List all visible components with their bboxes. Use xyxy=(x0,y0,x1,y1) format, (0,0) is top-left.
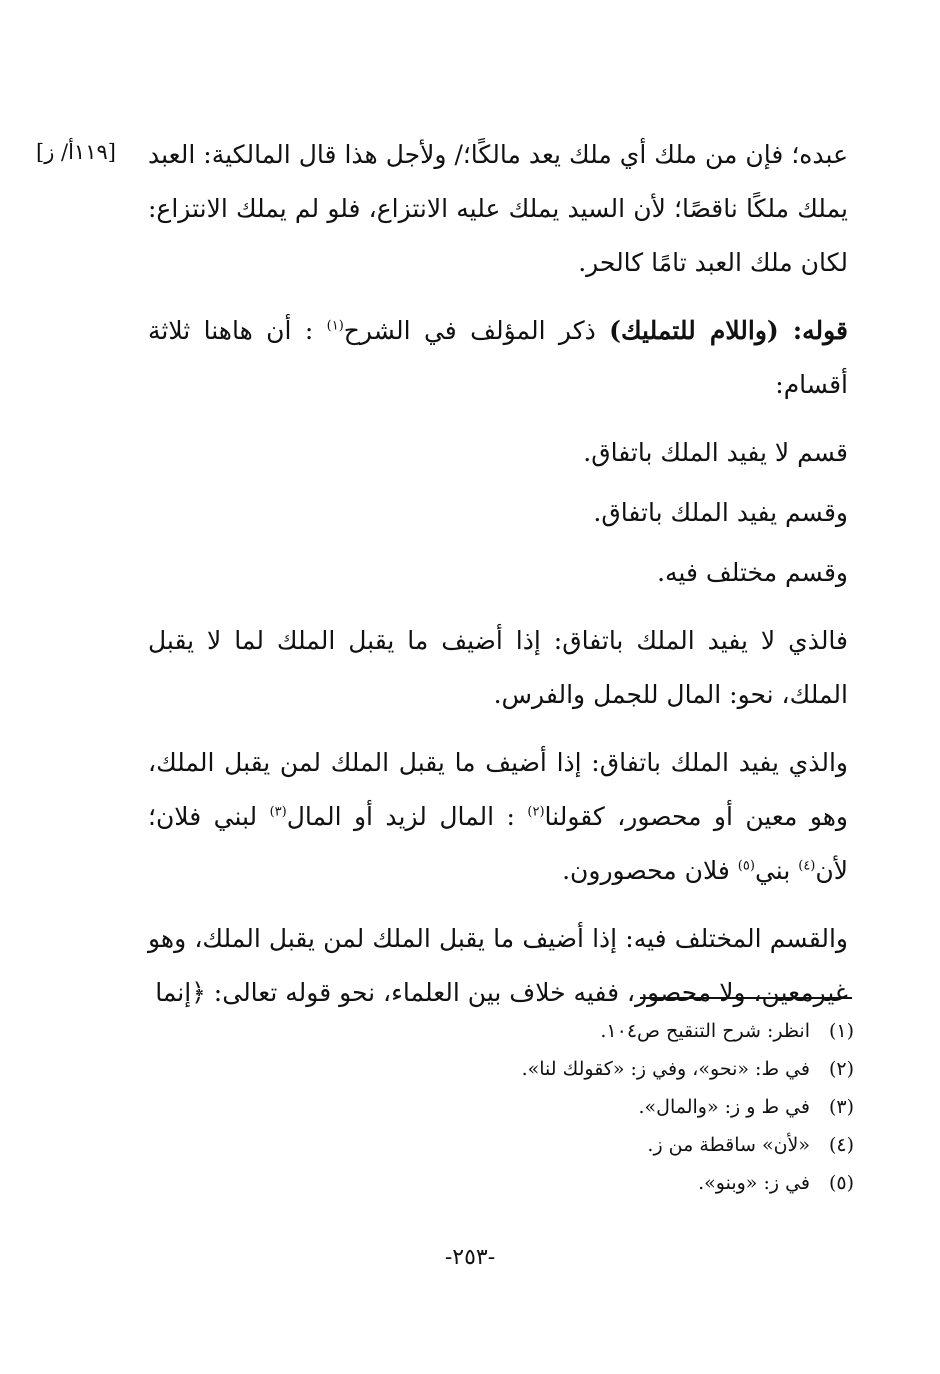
paragraph-2-text-a: ذكر المؤلف في الشرح xyxy=(343,316,610,345)
section-item-1: قسم لا يفيد الملك باتفاق. xyxy=(583,438,848,467)
footnote-number: (٣) xyxy=(828,1096,854,1118)
footnote xyxy=(148,1012,854,1050)
paragraph-8: والقسم المختلف فيه: إذا أضيف ما يقبل الملك لمن يقبل الملك، وهو غيرمعين، ولا محصور، ففيه خلاف بين العلماء، نحو قوله تعالى: ﴿إنما xyxy=(148,924,848,1007)
paragraph-2-text-b: : أن هاهنا ثلاثة أقسام: xyxy=(148,316,848,399)
footnote-number: (٥) xyxy=(828,1172,854,1194)
paragraph-1: عبده؛ فإن من ملك أي ملك يعد مالكًا؛/ ولأجل هذا قال المالكية: العبد يملك ملكًا ناقصًا؛ لأن السيد يملك عليه الانتزاع، فلو لم يملك الانتزاع: لكان ملك العبد تامًا كالحر. xyxy=(148,140,848,277)
footnote xyxy=(148,1050,854,1088)
footnote xyxy=(148,1126,854,1164)
paragraph-7 xyxy=(148,736,848,898)
manuscript-margin-note: [١١٩أ/ ز] xyxy=(36,140,116,164)
footnote-text: انظر: شرح التنقيح ص١٠٤. xyxy=(600,1020,810,1042)
paragraph-7-text-b: : المال لزيد أو المال xyxy=(286,802,528,831)
body-text xyxy=(148,128,848,1034)
section-item-2: وقسم يفيد الملك باتفاق. xyxy=(593,498,848,527)
footnote-text: في ط و ز: «والمال». xyxy=(638,1096,810,1118)
page-number: -٢٥٣- xyxy=(444,1245,496,1270)
paragraph-7-text-c: لبني فلان؛ لأن xyxy=(148,802,848,885)
footnotes xyxy=(148,1012,854,1202)
footnote-number: (٢) xyxy=(828,1058,854,1080)
paragraph-6: فالذي لا يفيد الملك باتفاق: إذا أضيف ما يقبل الملك لما لا يقبل الملك، نحو: المال للجمل والفرس. xyxy=(148,626,848,709)
paragraph-2 xyxy=(148,304,848,412)
footnote-ref-5[interactable]: (٥) xyxy=(737,858,755,874)
footnote-ref-2[interactable]: (٢) xyxy=(527,804,545,820)
footnote-divider xyxy=(640,997,852,999)
footnote xyxy=(148,1164,854,1202)
footnote-number: (١) xyxy=(828,1020,854,1042)
paragraph-7-text-d: بني xyxy=(754,856,799,885)
footnote-text: في ط: «نحو»، وفي ز: «كقولك لنا». xyxy=(521,1058,810,1080)
footnote-text: «لأن» ساقطة من ز. xyxy=(647,1134,810,1156)
footnote-ref-4[interactable]: (٤) xyxy=(798,858,816,874)
paragraph-7-text-a: والذي يفيد الملك باتفاق: إذا أضيف ما يقبل الملك لمن يقبل الملك، وهو معين أو محصور، كقولنا xyxy=(148,748,848,831)
section-item-3: وقسم مختلف فيه. xyxy=(657,558,848,587)
footnote xyxy=(148,1088,854,1126)
footnote-ref-1[interactable]: (١) xyxy=(326,318,344,334)
footnote-number: (٤) xyxy=(828,1134,854,1156)
paragraph-7-text-e: فلان محصورون. xyxy=(562,856,738,885)
footnote-text: في ز: «وبنو». xyxy=(698,1172,810,1194)
quoted-lemma: قوله: (واللام للتمليك) xyxy=(609,316,848,345)
footnote-ref-3[interactable]: (٣) xyxy=(269,804,287,820)
